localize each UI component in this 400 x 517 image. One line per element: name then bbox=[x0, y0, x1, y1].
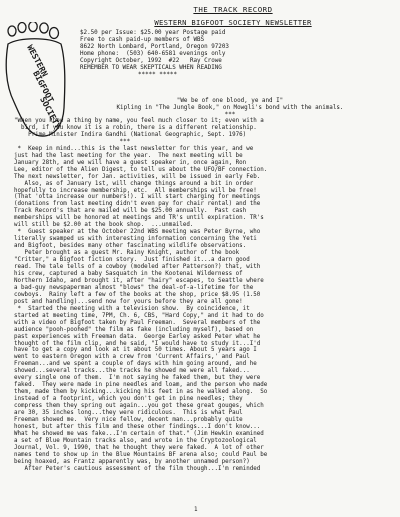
text-line: After Peter's cautious assessment of the film though...I'm reminded bbox=[14, 465, 261, 472]
text-line: memberships will be honored at meetings and TR's until expiration. TR's bbox=[14, 215, 264, 222]
info-line: Home phone: (503) 640-6581 evenings only bbox=[80, 50, 226, 57]
text-line: audience "pooh-poohed" the film as fake (including myself), based on bbox=[14, 326, 254, 333]
text-line: Prime Minister Indira Gandhi (National Geographic, Sept. 1976) bbox=[14, 131, 247, 138]
svg-text:BIGFOOT: BIGFOOT bbox=[31, 69, 57, 105]
text-line: have to get a copy and look at it about 50 times. About 5 years ago I bbox=[14, 347, 257, 354]
text-line: literally swamped us with interesting information concerning the Yeti bbox=[14, 236, 257, 243]
text-line: started at meeting time, 7PM, Ch. 6, CBS, "Hard Copy," and it had to do bbox=[14, 312, 264, 319]
text-line: thought of the film clip, and he said, "I would have to study it...I'd bbox=[14, 340, 261, 347]
subscription-info bbox=[80, 30, 380, 79]
article-body bbox=[14, 118, 394, 473]
text-line: and Bigfoot, besides many other fascinating wildlife observations. bbox=[14, 243, 247, 250]
text-line: read. The tale tells of a cowboy (modeled after Patterson?) that, with bbox=[14, 264, 261, 271]
text-line: hopefully to increase membership, etc. All memberships will be free! bbox=[14, 187, 257, 194]
page-number: 1 bbox=[194, 507, 198, 513]
motto-attribution: Kipling in "The Jungle Book," on Mowgli's bond with the animals. bbox=[116, 104, 344, 111]
info-line: $2.50 per Issue: $25.00 year Postage paid bbox=[80, 30, 226, 36]
text-line: with a video of Bigfoot taken by Paul Freeman. Several members of the bbox=[14, 319, 261, 326]
text-line: a set of Blue Mountain tracks also, and wrote in the Cryptozoological bbox=[14, 437, 257, 444]
text-line: January 28th, and we will have a guest speaker in, once again, Ron bbox=[14, 159, 247, 166]
text-line: them, made them by kicking...kicking his feet in as he walked along. So bbox=[14, 389, 268, 396]
info-line: 8622 North Lombard, Portland, Oregon 97203 bbox=[80, 43, 229, 50]
text-line: Track Record's that are mailed will be $25.00 annually. Past cash bbox=[14, 208, 247, 215]
text-line: a bad-guy newspaperman almost "blows" the deal-of-a-lifetime for the bbox=[14, 284, 254, 291]
text-line: *** bbox=[14, 138, 131, 145]
text-line: names tend to show up in the Blue Mountains BF arena also; could Paul be bbox=[14, 451, 268, 458]
text-line: instead of a footprint, which you don't get in pine needles; they bbox=[14, 396, 243, 403]
info-line: Free to cash paid-up members of WBS bbox=[80, 36, 205, 43]
text-line: * Guest speaker at the October 22nd WBS meeting was Peter Byrne, who bbox=[14, 229, 261, 236]
text-line: past experiences with Freeman data. George Earley asked Peter what he bbox=[14, 333, 261, 340]
text-line: Lee, editor of the Alien Digest, to tell us about the UFO/BF connection. bbox=[14, 166, 268, 173]
text-line: Northern Idaho, and brought it, after "hairy" escapes, to Seattle where bbox=[14, 277, 264, 284]
star-divider: ***** ***** bbox=[138, 71, 178, 78]
text-line: bird, if you know it is a robin, there is a different relationship. bbox=[14, 124, 257, 131]
text-line: Journal, Vol. 9, 1990, that he thought they were faked. A lot of other bbox=[14, 444, 264, 451]
newsletter-subtitle: WESTERN BIGFOOT SOCIETY NEWSLETTER bbox=[154, 18, 312, 27]
newsletter-name: THE TRACK RECORD bbox=[193, 5, 273, 14]
text-line: Freeman showed me. Very nice fellow, decent man...probably quite bbox=[14, 416, 243, 423]
text-line: faked. They were made in pine needles and loam, and the person who made bbox=[14, 382, 268, 389]
text-line: will still be $2.00 at the book shop. ...unmailed. bbox=[14, 222, 194, 229]
motto-divider: *** bbox=[224, 111, 236, 118]
svg-text:SOCIETY: SOCIETY bbox=[38, 95, 64, 131]
text-line: every single one of them. I'm not saying he faked them, but they were bbox=[14, 375, 261, 382]
text-line: What he showed me was fake...I'm certain of that." (Jim Hewkin examined bbox=[14, 430, 264, 437]
text-line: "When you know a thing by name, you feel much closer to it; even with a bbox=[14, 118, 264, 124]
masthead bbox=[72, 5, 394, 27]
text-line: * Keep in mind...this is the last newsletter for this year, and we bbox=[14, 145, 254, 152]
text-line: compress them they spring out again...you got these great gouges, which bbox=[14, 403, 264, 410]
info-line: REMEMBER TO WEAR SKEPTICALS WHEN READING bbox=[80, 64, 222, 71]
text-line: being hoaxed, as Frantz apparently was, by another unnamed person?) bbox=[14, 458, 250, 465]
svg-text:WESTERN: WESTERN bbox=[25, 43, 51, 79]
text-line: went to eastern Oregon with a crew from 'Current Affairs,' and Paul bbox=[14, 354, 250, 361]
info-line: Copyright October, 1992 #22 Ray Crowe bbox=[80, 57, 222, 64]
text-line: are 30, 35 inches long...they were ridiculous. This is what Paul bbox=[14, 410, 243, 417]
text-line: "Critter," a Bigfoot fiction story. Just finished it...a darn good bbox=[14, 257, 250, 264]
text-line: Freeman...and we spent a couple of days with him going around, and he bbox=[14, 361, 257, 368]
text-line: post and handling)...send now for yours before they are all gone! bbox=[14, 298, 243, 305]
text-line: showed...several tracks...the tracks he showed me were all faked... bbox=[14, 368, 250, 375]
text-line: (donations from last meeting didn't even pay for chair rental) and the bbox=[14, 201, 261, 208]
text-line: (That 'otta increase our numbers!). I will start charging for meetings bbox=[14, 194, 261, 201]
text-line: Peter brought as a guest Mr. Rainy Knight, author of the book bbox=[14, 250, 240, 257]
motto bbox=[60, 98, 400, 119]
text-line: Also, as of January 1st, will change things around a bit in order bbox=[14, 180, 254, 187]
text-line: The next newsletter, for Jan. activities, will be issued in early Feb. bbox=[14, 173, 261, 180]
motto-quote: "We be of one blood, ye and I" bbox=[176, 98, 284, 104]
text-line: honest, but after this film and these other findings...I don't know... bbox=[14, 423, 261, 430]
text-line: his crew, captured a baby Sasquatch in the Kootenai Wilderness of bbox=[14, 270, 243, 277]
text-line: just had the last meeting for the year. The next meeting will be bbox=[14, 152, 243, 159]
text-line: cowboys. Rainy left a few of the books at the shop, price $8.95 (1.50 bbox=[14, 291, 261, 298]
text-line: * Started the meeting with a television show. By coincidence, it bbox=[14, 305, 250, 312]
